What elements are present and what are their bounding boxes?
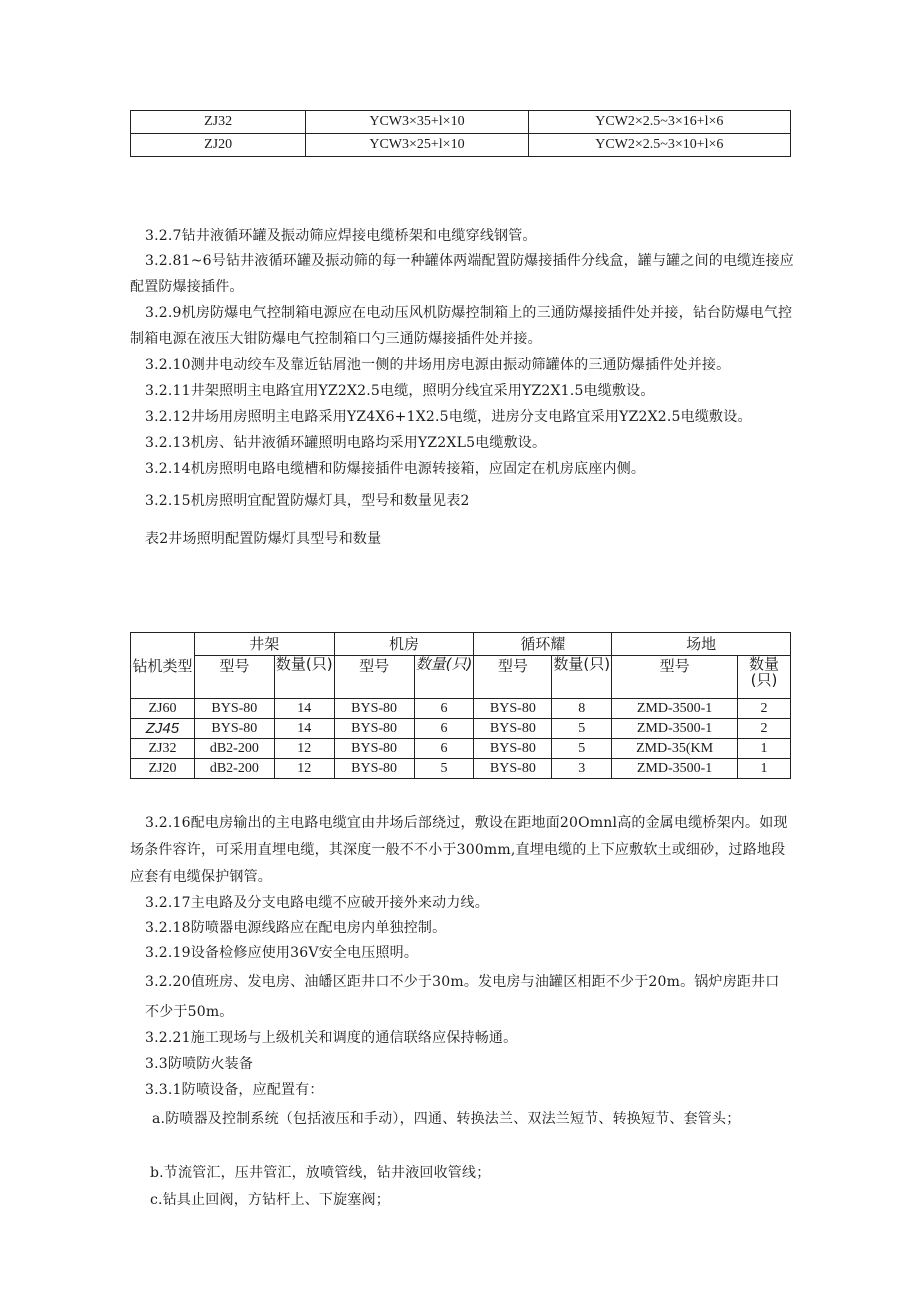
group-header-engine-room: 机房 xyxy=(334,633,474,656)
table-cell: YCW3×35+l×10 xyxy=(306,111,528,134)
table-cell: BYS-80 xyxy=(474,759,552,779)
table-cell: 2 xyxy=(737,719,790,739)
table-cell: ZMD-3500-1 xyxy=(612,759,738,779)
table-cell: 2 xyxy=(737,699,790,719)
table-cell: 5 xyxy=(552,719,612,739)
paragraph-3-2-15: 3.2.15机房照明宜配置防爆灯具，型号和数量见表2 xyxy=(145,493,470,509)
table-cell: 12 xyxy=(274,759,334,779)
paragraph-3-2-17: 3.2.17主电路及分支电路电缆不应破开接外来动力线。 xyxy=(145,895,489,911)
table-cell: ZJ20 xyxy=(131,134,306,157)
table-cell: YCW3×25+l×10 xyxy=(306,134,528,157)
paragraph-3-3-1: 3.3.1防喷设备，应配置有： xyxy=(145,1082,324,1098)
table-row xyxy=(131,134,791,157)
table-cell: BYS-80 xyxy=(334,719,414,739)
table-caption: 表2井场照明配置防爆灯具型号和数量 xyxy=(145,531,382,547)
qty-header xyxy=(274,656,334,699)
table-cell: BYS-80 xyxy=(334,699,414,719)
rig-cell: ZJ32 xyxy=(131,739,195,759)
table-cell: YCW2×2.5~3×10+l×6 xyxy=(528,134,790,157)
table-cell: ZMD-3500-1 xyxy=(612,699,738,719)
table-cell: 6 xyxy=(414,699,474,719)
model-header: 型号 xyxy=(334,656,414,699)
table-cell: YCW2×2.5~3×16+l×6 xyxy=(528,111,790,134)
table-row xyxy=(131,111,791,134)
table-cell: 5 xyxy=(414,759,474,779)
table-cell: ZMD-35(KM xyxy=(612,739,738,759)
paragraph-3-2-8: 3.2.81~6号钻井液循环罐及振动筛的每一种罐体两端配置防爆接插件分线盒，罐与罐之间的电缆连接应配置防爆接插件。 xyxy=(130,253,794,295)
table-cell: BYS-80 xyxy=(474,719,552,739)
table-cell: BYS-80 xyxy=(194,719,274,739)
table-row xyxy=(131,719,791,739)
group-header-derrick: 井架 xyxy=(194,633,334,656)
lighting-table xyxy=(130,632,791,779)
table-cell: BYS-80 xyxy=(474,699,552,719)
paragraph-3-2-12: 3.2.12井场用房照明主电路采用YZ4X6+1X2.5电缆，进房分支电路宜采用YZ2X2.5电缆敷设。 xyxy=(145,409,752,425)
table-row xyxy=(131,739,791,759)
table-cell: 3 xyxy=(552,759,612,779)
table-cell: BYS-80 xyxy=(474,739,552,759)
table-cell: BYS-80 xyxy=(334,759,414,779)
qty-header-label: 数量(只) xyxy=(553,655,611,673)
qty-header-label: 数量(只) xyxy=(748,655,779,689)
table-cell: ZMD-3500-1 xyxy=(612,719,738,739)
qty-header-label: 数量(只) xyxy=(415,655,473,673)
rig-type-header: 钻机类型 xyxy=(131,633,195,699)
list-item-a: a.防喷器及控制系统（包括液压和手动），四通、转换法兰、双法兰短节、转换短节、套管头； xyxy=(152,1111,741,1127)
paragraph-3-2-20: 3.2.20值班房、发电房、油皤区距井口不少于30m。发电房与油罐区相距不少于20m。锅炉房距井口不少于50m。 xyxy=(145,974,780,1020)
model-header: 型号 xyxy=(612,656,738,699)
table-cell: 5 xyxy=(552,739,612,759)
group-header-tank: 循环耀 xyxy=(474,633,612,656)
list-item-c: c.钻具止回阀，方钻杆上、下旋塞阀； xyxy=(150,1192,390,1208)
table-row xyxy=(131,699,791,719)
table-cell: 14 xyxy=(274,719,334,739)
paragraph-3-2-18: 3.2.18防喷器电源线路应在配电房内单独控制。 xyxy=(145,920,447,936)
table-cell: 1 xyxy=(737,759,790,779)
model-header: 型号 xyxy=(474,656,552,699)
table-cell: BYS-80 xyxy=(194,699,274,719)
table-subheader-row xyxy=(131,656,791,699)
list-item-b: b.节流管汇，压井管汇，放喷管线，钻井液回收管线； xyxy=(150,1165,491,1181)
table-cell: 6 xyxy=(414,739,474,759)
table-cell: 1 xyxy=(737,739,790,759)
table-cell: 8 xyxy=(552,699,612,719)
qty-header xyxy=(552,656,612,699)
paragraph-3-2-10: 3.2.10测井电动绞车及靠近钻屑池一侧的井场用房电源由振动筛罐体的三通防爆插件处并接。 xyxy=(145,357,731,373)
table-cell: 14 xyxy=(274,699,334,719)
table-cell: 6 xyxy=(414,719,474,739)
qty-header xyxy=(737,656,790,699)
paragraph-3-2-16: 3.2.16配电房输出的主电路电缆宜由井场后部绕过，敷设在距地面20Omnl高的金属电缆桥架内。如现场条件容许，可采用直埋电缆，其深度一般不不小于300mm,直埋电缆的上下应敷软土或细砂，过路地段应套有电缆保护钢管。 xyxy=(130,815,788,885)
paragraph-3-2-13: 3.2.13机房、钻井液循环罐照明电路均采用YZ2XL5电缆敷设。 xyxy=(145,435,547,451)
table-cell: dB2-200 xyxy=(194,739,274,759)
paragraph-3-2-21: 3.2.21施工现场与上级机关和调度的通信联络应保持畅通。 xyxy=(145,1030,518,1046)
rig-cell: ZJ45 xyxy=(131,719,195,739)
paragraph-3-2-19: 3.2.19设备检修应使用36V安全电压照明。 xyxy=(145,945,419,961)
paragraph-3-2-11: 3.2.11井架照明主电路宜用YZ2X2.5电缆，照明分线宜采用YZ2X1.5电缆敷设。 xyxy=(145,383,655,399)
section-3-3-heading: 3.3防喷防火装备 xyxy=(145,1056,254,1072)
paragraph-3-2-14: 3.2.14机房照明电路电缆槽和防爆接插件电源转接箱，应固定在机房底座内侧。 xyxy=(145,461,646,477)
table-row xyxy=(131,759,791,779)
table-cell: BYS-80 xyxy=(334,739,414,759)
qty-header xyxy=(414,656,474,699)
rig-cell: ZJ60 xyxy=(131,699,195,719)
cable-spec-table xyxy=(130,110,791,157)
group-header-site: 场地 xyxy=(612,633,791,656)
paragraph-3-2-9: 3.2.9机房防爆电气控制箱电源应在电动压风机防爆控制箱上的三通防爆接插件处并接，钻台防爆电气控制箱电源在液压大钳防爆电气控制箱口勺三通防爆接插件处并接。 xyxy=(130,305,793,347)
table-cell: ZJ32 xyxy=(131,111,306,134)
rig-cell: ZJ20 xyxy=(131,759,195,779)
qty-header-label: 数量(只) xyxy=(275,655,333,673)
table-cell: 12 xyxy=(274,739,334,759)
paragraph-3-2-7: 3.2.7钻井液循环罐及振动筛应焊接电缆桥架和电缆穿线钢管。 xyxy=(145,228,537,244)
table-cell: dB2-200 xyxy=(194,759,274,779)
table-header-row xyxy=(131,633,791,656)
model-header: 型号 xyxy=(194,656,274,699)
